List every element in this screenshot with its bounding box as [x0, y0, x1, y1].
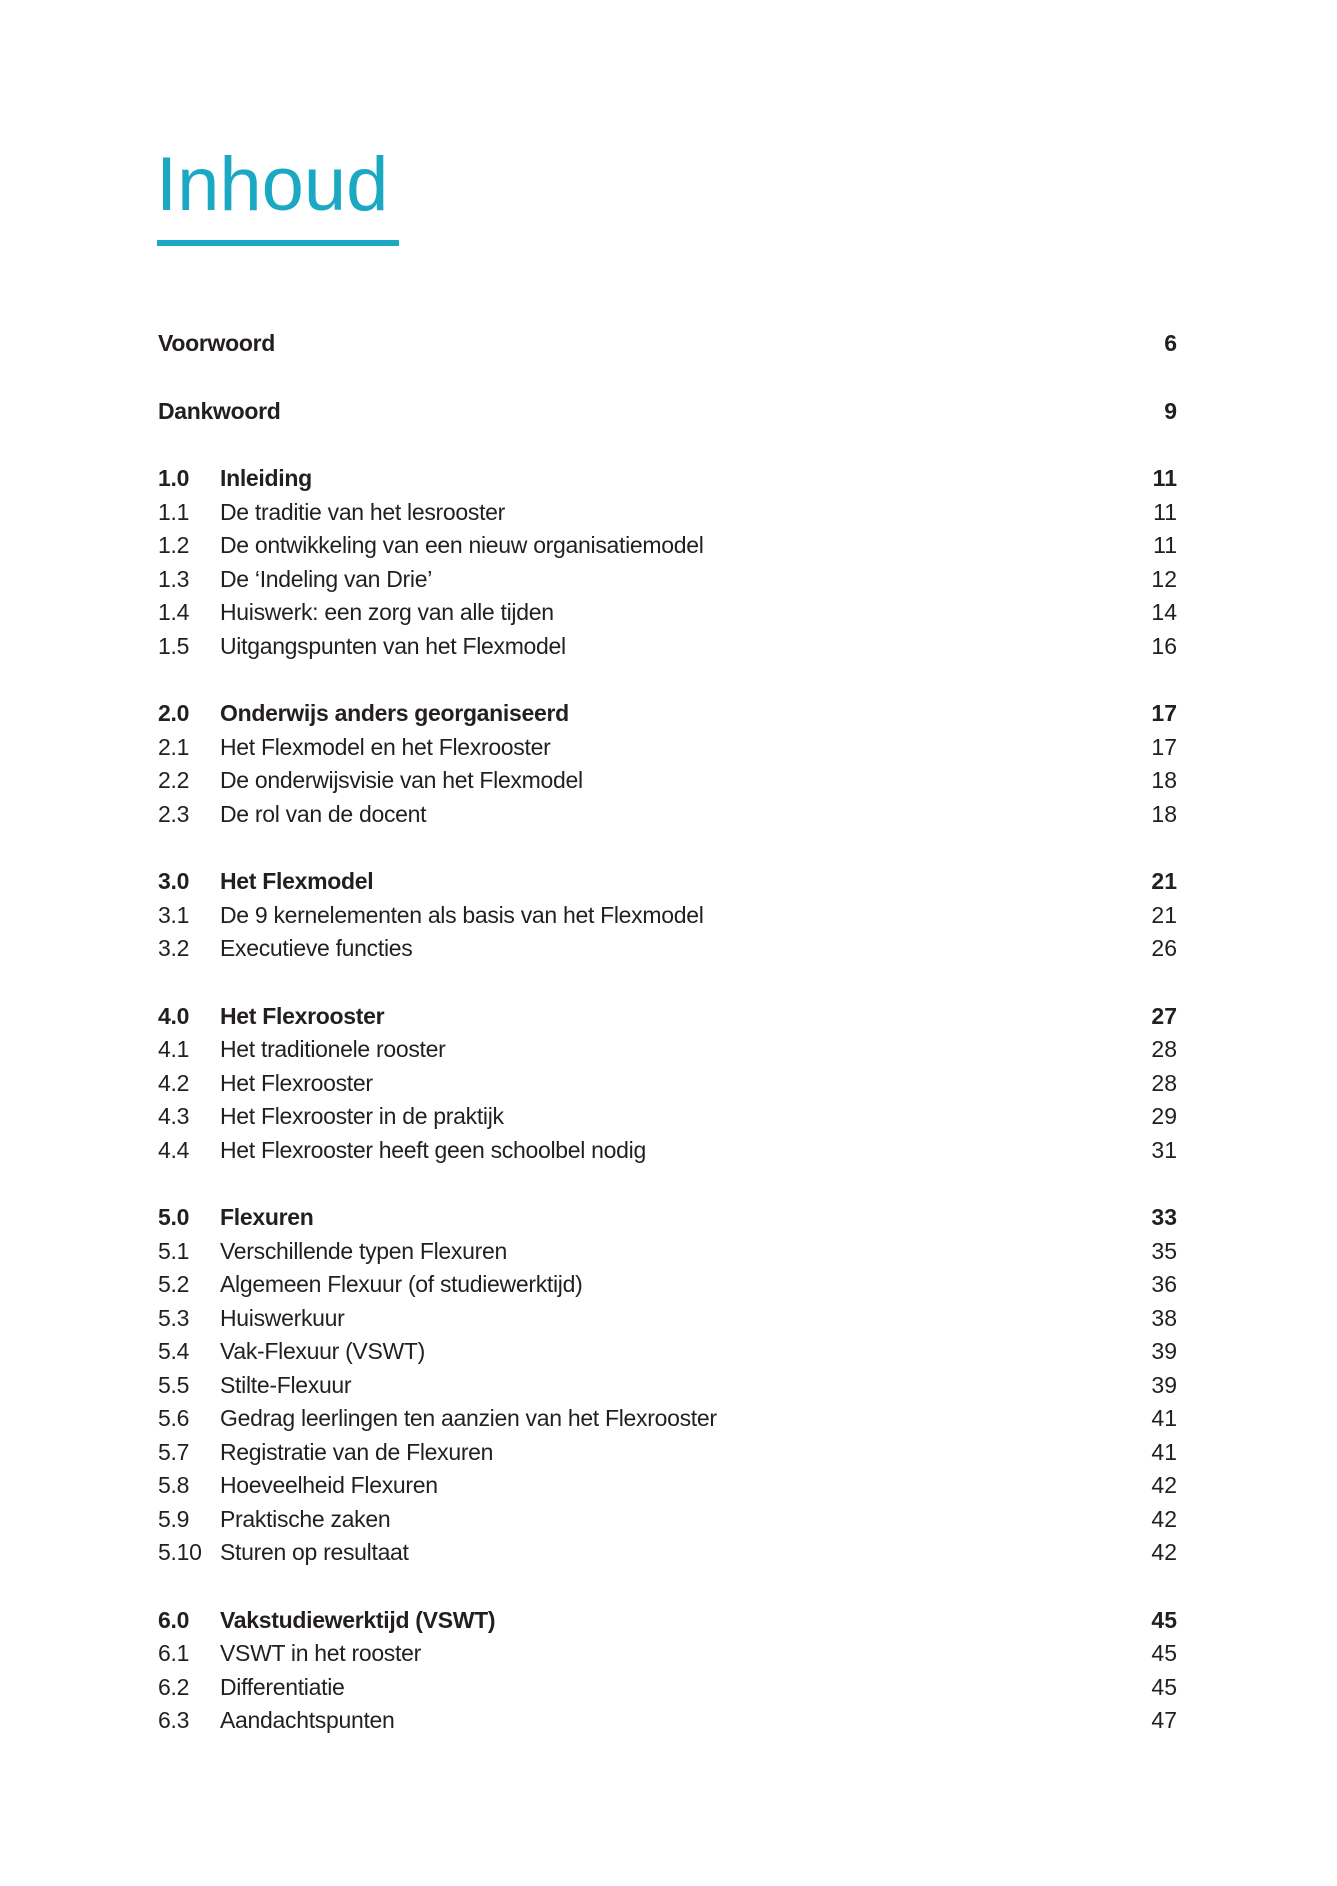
toc-entry-number: 6.2 [158, 1673, 190, 1700]
toc-row [158, 395, 1177, 429]
toc-entry-label: Voorwoord [158, 330, 275, 356]
toc-entry-page: 17 [1151, 733, 1177, 760]
title-underline [157, 240, 399, 246]
toc-entry-label: Sturen op resultaat [220, 1539, 409, 1565]
toc-row [158, 630, 1177, 664]
toc-row [158, 1536, 1177, 1570]
toc-entry-page: 28 [1151, 1036, 1177, 1062]
toc-row [158, 1704, 1177, 1738]
toc-entry-page: 11 [1153, 498, 1177, 525]
toc-row [158, 1469, 1177, 1503]
toc-group [158, 1201, 1177, 1570]
toc-row [158, 1671, 1177, 1705]
toc-entry-page: 16 [1151, 632, 1177, 659]
toc-group [158, 1604, 1177, 1738]
toc-entry-label: Hoeveelheid Flexuren [220, 1472, 438, 1498]
toc-row [158, 1134, 1177, 1168]
toc-row [158, 1369, 1177, 1403]
toc-entry-page: 42 [1151, 1539, 1177, 1565]
toc-entry-page: 27 [1151, 1002, 1177, 1029]
toc-row [158, 1335, 1177, 1369]
toc-entry-label: Huiswerkuur [220, 1304, 345, 1331]
toc-entry-label: Het Flexrooster in de praktijk [220, 1103, 504, 1129]
toc-row [158, 563, 1177, 597]
toc-entry-number: 4.4 [158, 1136, 190, 1163]
toc-entry-page: 31 [1151, 1136, 1177, 1163]
toc-entry-label: Vak-Flexuur (VSWT) [220, 1338, 426, 1364]
toc-entry-label: De ‘Indeling van Drie’ [220, 565, 433, 592]
toc-row [158, 1268, 1177, 1302]
toc-row [158, 697, 1177, 731]
toc-row [158, 932, 1177, 966]
toc-entry-label: Het Flexrooster heeft geen schoolbel nodig [220, 1136, 646, 1163]
toc-entry-label: Het Flexrooster [220, 1069, 373, 1096]
toc-entry-label: VSWT in het rooster [220, 1640, 421, 1666]
toc-entry-number: 6.0 [158, 1606, 190, 1633]
toc-row [158, 462, 1177, 496]
toc-entry-page: 42 [1151, 1505, 1177, 1532]
toc-row [158, 1000, 1177, 1034]
toc-entry-number: 4.0 [158, 1002, 190, 1029]
toc-entry-label: Algemeen Flexuur (of studiewerktijd) [220, 1271, 583, 1297]
toc-entry-number: 5.8 [158, 1472, 190, 1498]
toc-entry-number: 4.2 [158, 1069, 190, 1096]
toc-entry-number: 5.1 [158, 1237, 190, 1264]
toc-entry-label: Aandachtspunten [220, 1707, 395, 1733]
toc-entry-number: 5.9 [158, 1505, 190, 1532]
toc-entry-label: Het Flexrooster [220, 1002, 385, 1029]
toc-entry-page: 45 [1151, 1673, 1177, 1700]
toc-entry-page: 41 [1151, 1405, 1177, 1431]
toc-entry-page: 36 [1151, 1271, 1177, 1297]
toc-entry-page: 38 [1151, 1304, 1177, 1331]
toc-entry-page: 39 [1151, 1338, 1177, 1364]
toc-row [158, 764, 1177, 798]
toc-entry-page: 11 [1152, 465, 1177, 491]
toc-entry-number: 2.2 [158, 767, 190, 793]
toc-entry-page: 6 [1164, 330, 1177, 356]
toc-list [158, 327, 1177, 1738]
toc-entry-page: 28 [1151, 1069, 1177, 1096]
toc-entry-number: 2.1 [158, 733, 190, 760]
toc-group [158, 1000, 1177, 1168]
toc-entry-label: De onderwijsvisie van het Flexmodel [220, 767, 583, 793]
toc-entry-number: 6.3 [158, 1707, 190, 1733]
toc-entry-page: 35 [1151, 1237, 1177, 1264]
toc-entry-label: Het Flexmodel en het Flexrooster [220, 733, 551, 760]
toc-entry-page: 45 [1151, 1606, 1177, 1633]
toc-entry-label: Executieve functies [220, 935, 413, 961]
toc-entry-label: Verschillende typen Flexuren [220, 1237, 507, 1264]
toc-entry-number: 2.0 [158, 700, 190, 726]
toc-row [158, 496, 1177, 530]
toc-row [158, 1067, 1177, 1101]
toc-group [158, 865, 1177, 966]
toc-entry-number: 1.1 [158, 498, 190, 525]
toc-entry-page: 26 [1151, 935, 1177, 961]
toc-entry-number: 5.3 [158, 1304, 190, 1331]
toc-entry-label: Stilte-Flexuur [220, 1371, 352, 1398]
toc-entry-number: 1.3 [158, 565, 190, 592]
toc-entry-page: 17 [1151, 700, 1177, 726]
toc-row [158, 596, 1177, 630]
toc-entry-number: 1.5 [158, 632, 190, 659]
toc-entry-label: Huiswerk: een zorg van alle tijden [220, 599, 554, 625]
toc-row [158, 1235, 1177, 1269]
toc-entry-page: 14 [1151, 599, 1177, 625]
toc-entry-label: De rol van de docent [220, 800, 427, 827]
toc-entry-label: Dankwoord [158, 397, 281, 424]
toc-entry-label: Onderwijs anders georganiseerd [220, 700, 569, 726]
toc-entry-label: Flexuren [220, 1204, 314, 1230]
toc-row [158, 1302, 1177, 1336]
toc-group [158, 395, 1177, 429]
toc-entry-label: Registratie van de Flexuren [220, 1438, 494, 1465]
toc-entry-page: 33 [1151, 1204, 1177, 1230]
toc-entry-label: Het traditionele rooster [220, 1036, 446, 1062]
toc-entry-page: 42 [1151, 1472, 1177, 1498]
toc-entry-page: 41 [1151, 1438, 1177, 1465]
toc-entry-number: 6.1 [158, 1640, 190, 1666]
toc-entry-page: 11 [1153, 532, 1177, 558]
toc-entry-page: 9 [1164, 397, 1177, 424]
toc-entry-page: 21 [1151, 901, 1177, 928]
toc-row [158, 1604, 1177, 1638]
toc-row [158, 327, 1177, 361]
toc-row [158, 865, 1177, 899]
toc-entry-number: 5.2 [158, 1271, 190, 1297]
toc-row [158, 1436, 1177, 1470]
toc-entry-page: 18 [1151, 800, 1177, 827]
toc-group [158, 327, 1177, 361]
toc-entry-number: 5.5 [158, 1371, 190, 1398]
toc-row [158, 529, 1177, 563]
toc-entry-label: De 9 kernelementen als basis van het Flexmodel [220, 901, 704, 928]
toc-entry-number: 5.6 [158, 1405, 190, 1431]
toc-entry-label: Het Flexmodel [220, 868, 374, 894]
toc-entry-number: 5.10 [158, 1539, 202, 1565]
toc-entry-number: 3.2 [158, 935, 190, 961]
toc-row [158, 1503, 1177, 1537]
toc-entry-page: 45 [1151, 1640, 1177, 1666]
toc-entry-label: Gedrag leerlingen ten aanzien van het Flexrooster [220, 1405, 717, 1431]
toc-row [158, 1402, 1177, 1436]
toc-entry-number: 2.3 [158, 800, 190, 827]
toc-entry-page: 47 [1151, 1707, 1177, 1733]
toc-entry-page: 39 [1151, 1371, 1177, 1398]
toc-entry-label: De ontwikkeling van een nieuw organisatiemodel [220, 532, 704, 558]
toc-entry-number: 4.1 [158, 1036, 190, 1062]
toc-group [158, 462, 1177, 663]
toc-entry-page: 12 [1151, 565, 1177, 592]
toc-entry-label: De traditie van het lesrooster [220, 498, 506, 525]
toc-row [158, 1100, 1177, 1134]
toc-entry-number: 1.0 [158, 465, 190, 491]
page-title: Inhoud [156, 142, 389, 227]
toc-row [158, 1033, 1177, 1067]
toc-row [158, 899, 1177, 933]
toc-group [158, 697, 1177, 831]
toc-entry-number: 5.0 [158, 1204, 190, 1230]
toc-entry-label: Differentiatie [220, 1673, 345, 1700]
toc-entry-label: Inleiding [220, 465, 312, 491]
toc-row [158, 731, 1177, 765]
toc-entry-label: Vakstudiewerktijd (VSWT) [220, 1606, 496, 1633]
toc-entry-number: 4.3 [158, 1103, 190, 1129]
toc-entry-label: Praktische zaken [220, 1505, 391, 1532]
toc-entry-page: 29 [1151, 1103, 1177, 1129]
toc-entry-page: 18 [1151, 767, 1177, 793]
toc-entry-number: 5.7 [158, 1438, 190, 1465]
toc-row [158, 1201, 1177, 1235]
toc-entry-number: 3.1 [158, 901, 190, 928]
toc-entry-page: 21 [1151, 868, 1177, 894]
toc-entry-number: 1.2 [158, 532, 190, 558]
toc-row [158, 1637, 1177, 1671]
toc-row [158, 798, 1177, 832]
toc-entry-number: 1.4 [158, 599, 190, 625]
toc-entry-number: 3.0 [158, 868, 190, 894]
toc-entry-label: Uitgangspunten van het Flexmodel [220, 632, 566, 659]
toc-entry-number: 5.4 [158, 1338, 190, 1364]
